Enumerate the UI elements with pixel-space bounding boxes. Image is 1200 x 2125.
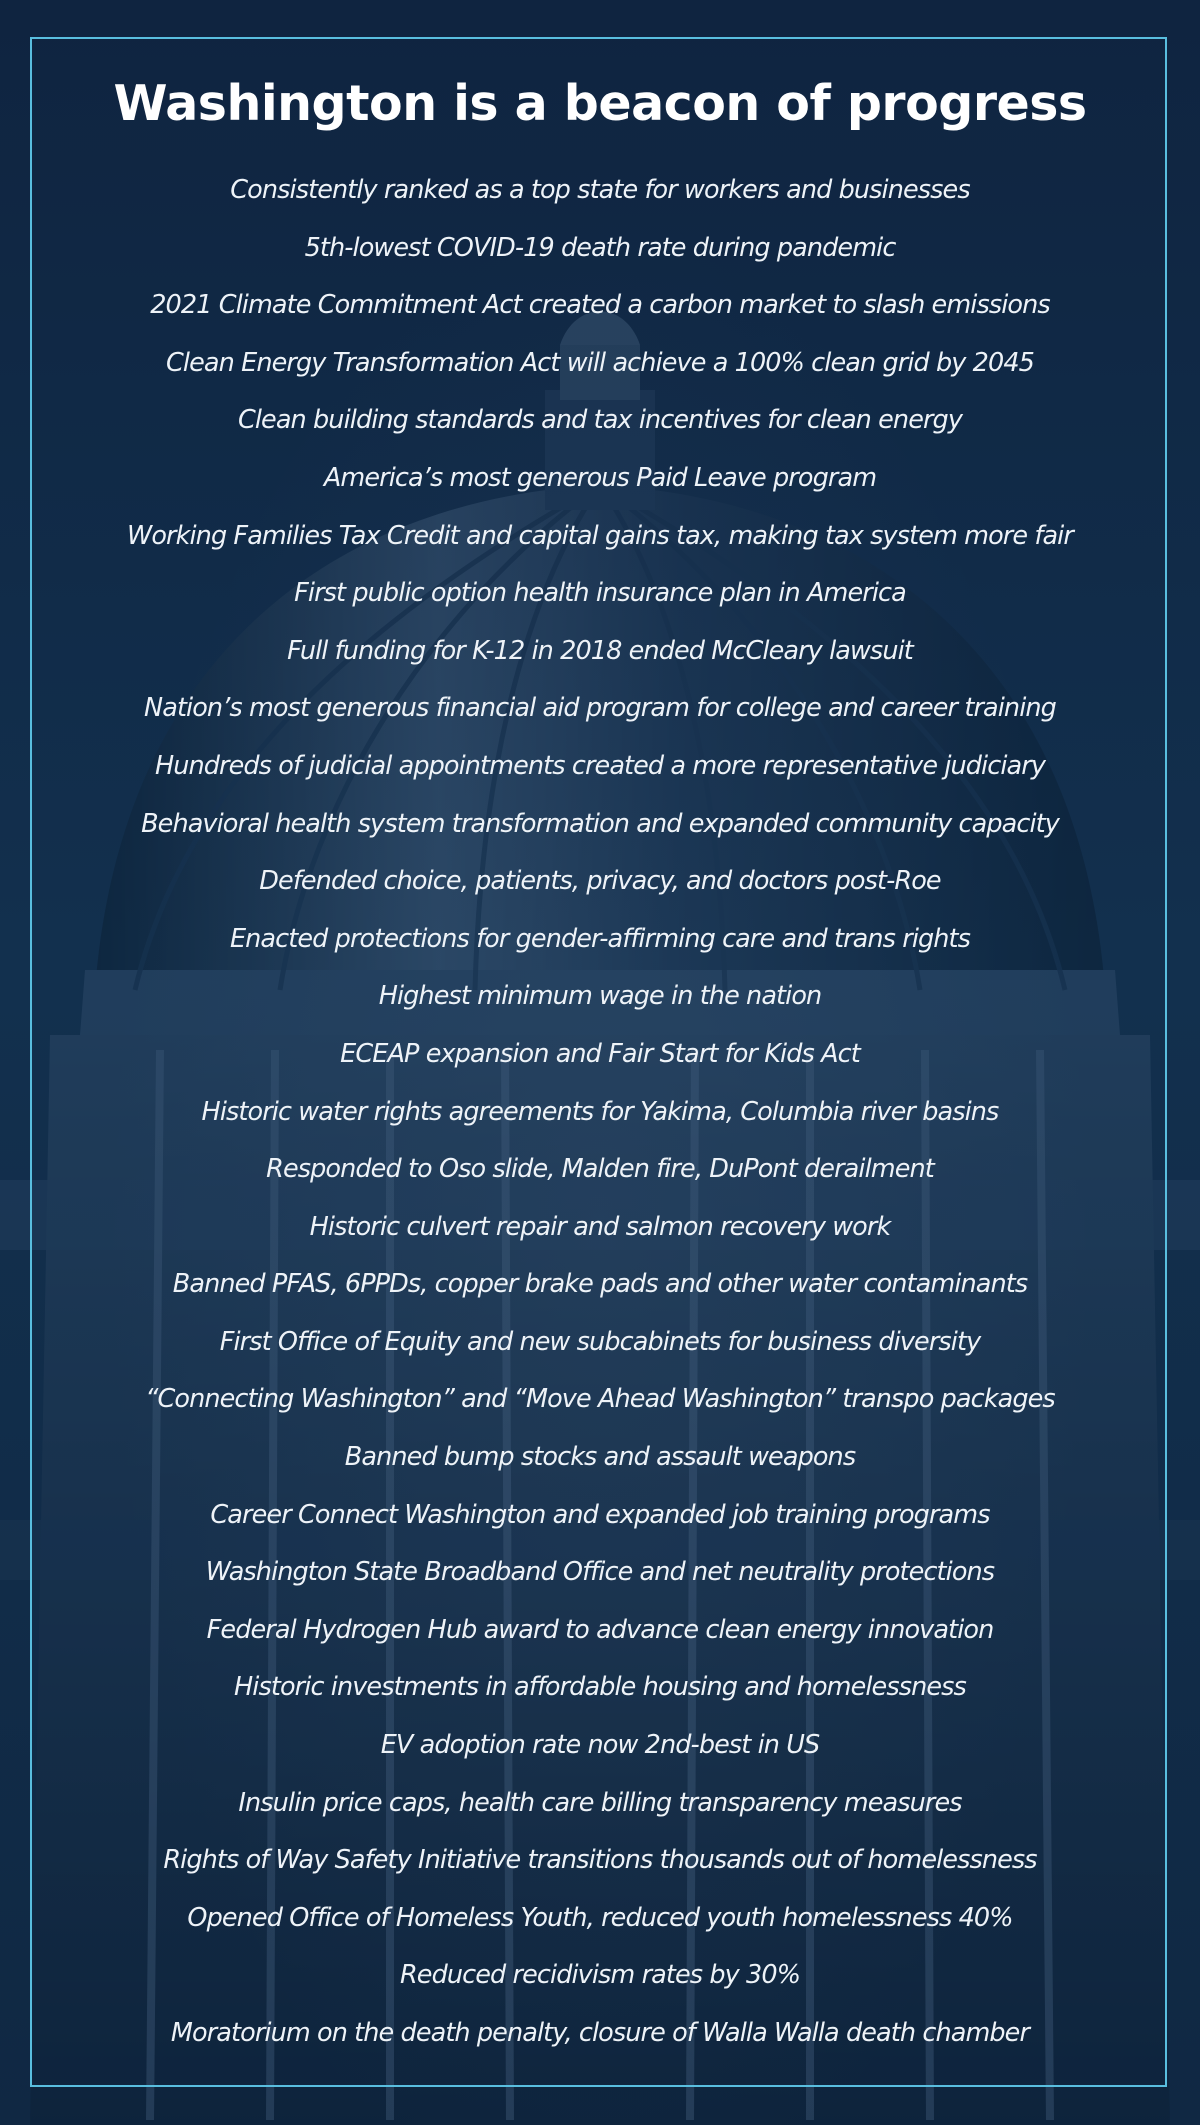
list-item: Working Families Tax Credit and capital gains tax, making tax system more fair bbox=[127, 520, 1073, 551]
list-item: Career Connect Washington and expanded job training programs bbox=[210, 1499, 990, 1530]
list-item: America’s most generous Paid Leave program bbox=[323, 462, 877, 493]
list-item: Clean Energy Transformation Act will achieve a 100% clean grid by 2045 bbox=[166, 347, 1034, 378]
list-item: Historic culvert repair and salmon recovery work bbox=[309, 1211, 891, 1242]
list-item: First Office of Equity and new subcabinets for business diversity bbox=[219, 1326, 981, 1357]
list-item: 5th-lowest COVID-19 death rate during pandemic bbox=[304, 232, 896, 263]
list-item: First public option health insurance plan in America bbox=[294, 578, 906, 609]
poster-title: Washington is a beacon of progress bbox=[113, 75, 1087, 132]
progress-achievement-list bbox=[40, 168, 1160, 2069]
list-item: Consistently ranked as a top state for workers and businesses bbox=[230, 175, 970, 205]
list-item: Clean building standards and tax incentives for clean energy bbox=[237, 405, 963, 436]
list-item: Washington State Broadband Office and net neutrality protections bbox=[205, 1557, 995, 1588]
list-item: Behavioral health system transformation and expanded community capacity bbox=[141, 808, 1059, 839]
list-item: Reduced recidivism rates by 30% bbox=[399, 1960, 801, 1991]
list-item: Historic investments in affordable housing and homelessness bbox=[234, 1672, 966, 1703]
list-item: Banned bump stocks and assault weapons bbox=[344, 1442, 856, 1473]
list-item: Nation’s most generous financial aid program for college and career training bbox=[144, 693, 1056, 724]
list-item: Federal Hydrogen Hub award to advance clean energy innovation bbox=[206, 1614, 994, 1645]
list-item: Rights of Way Safety Initiative transitions thousands out of homelessness bbox=[163, 1845, 1037, 1876]
list-item: Full funding for K-12 in 2018 ended McCleary lawsuit bbox=[287, 635, 913, 666]
list-item: Banned PFAS, 6PPDs, copper brake pads and other water contaminants bbox=[172, 1269, 1028, 1300]
list-item: Enacted protections for gender-affirming care and trans rights bbox=[229, 923, 971, 954]
list-item: “Connecting Washington” and “Move Ahead Washington” transpo packages bbox=[145, 1384, 1055, 1415]
list-item: Insulin price caps, health care billing transparency measures bbox=[238, 1787, 962, 1818]
list-item: Moratorium on the death penalty, closure of Walla Walla death chamber bbox=[170, 2018, 1030, 2048]
list-item: Opened Office of Homeless Youth, reduced youth homelessness 40% bbox=[187, 1902, 1013, 1933]
list-item: 2021 Climate Commitment Act created a carbon market to slash emissions bbox=[150, 290, 1050, 321]
list-item: Responded to Oso slide, Malden fire, DuPont derailment bbox=[266, 1154, 934, 1185]
list-item: Highest minimum wage in the nation bbox=[378, 981, 822, 1012]
list-item: EV adoption rate now 2nd-best in US bbox=[380, 1730, 820, 1761]
list-item: Hundreds of judicial appointments created a more representative judiciary bbox=[154, 750, 1046, 781]
list-item: Defended choice, patients, privacy, and doctors post-Roe bbox=[259, 866, 941, 897]
list-item: Historic water rights agreements for Yakima, Columbia river basins bbox=[201, 1096, 999, 1127]
list-item: ECEAP expansion and Fair Start for Kids Act bbox=[340, 1038, 860, 1069]
